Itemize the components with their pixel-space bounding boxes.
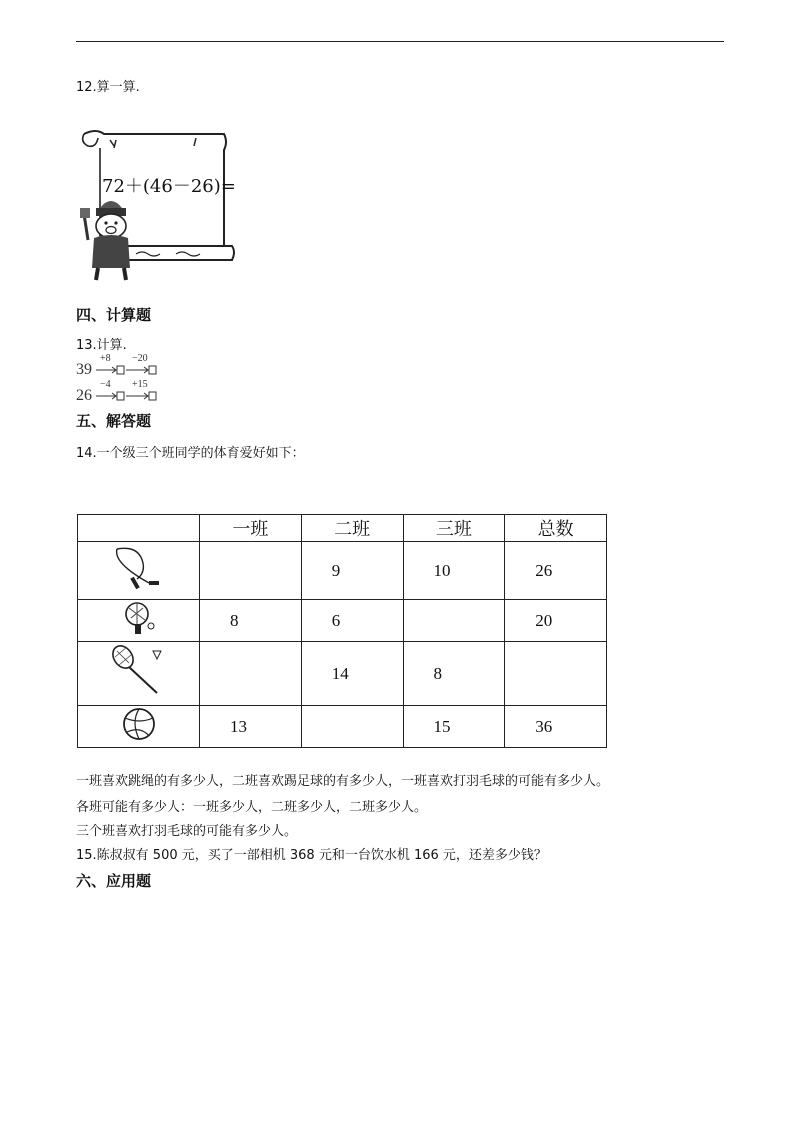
table-cell: 26	[505, 542, 607, 600]
table-cell: 8	[200, 600, 302, 642]
q13-row-1-op2: −20	[132, 353, 148, 364]
section-6-title: 六、应用题	[76, 872, 152, 890]
q14-line-3: 三个班喜欢打羽毛球的可能有多少人。	[76, 824, 298, 839]
q13-row-2-start: 26	[76, 387, 92, 404]
scroll-illustration	[76, 128, 238, 284]
table-cell: 9	[301, 542, 403, 600]
table-header-cell: 三班	[403, 515, 505, 542]
table-row	[78, 600, 607, 642]
section-4-title: 四、计算题	[76, 306, 152, 324]
table-cell	[505, 642, 607, 706]
badminton-racket-icon	[109, 643, 169, 699]
q13-row-2-op2: +15	[132, 379, 148, 390]
sports-table	[77, 514, 607, 748]
table-cell: 10	[403, 542, 505, 600]
q13-row-1-op1: +8	[100, 353, 111, 364]
table-cell: 13	[200, 706, 302, 748]
q13-row-1-arrows-icon	[96, 364, 162, 376]
q13-row-2	[76, 379, 196, 404]
table-cell	[403, 600, 505, 642]
row-icon-cell	[78, 600, 200, 642]
table-row	[78, 706, 607, 748]
jump-rope-icon	[109, 543, 169, 593]
table-cell: 14	[301, 642, 403, 706]
table-cell: 15	[403, 706, 505, 748]
table-header-row	[78, 515, 607, 542]
q12-expression: 72＋(46－26)=	[102, 176, 236, 197]
q15-text: 15.陈叔叔有 500 元，买了一部相机 368 元和一台饮水机 166 元，还差多少钱？	[76, 848, 547, 863]
table-cell	[301, 706, 403, 748]
q13-row-2-arrows-icon	[96, 390, 162, 402]
pig-character-icon	[80, 201, 130, 280]
table-header-cell: 一班	[200, 515, 302, 542]
q14-label: 14.一个级三个班同学的体育爱好如下：	[76, 446, 305, 461]
table-header-cell: 二班	[301, 515, 403, 542]
ping-pong-paddle-icon	[119, 600, 159, 636]
scroll-drawing	[76, 128, 238, 284]
q13-row-1	[76, 353, 196, 378]
section-5-title: 五、解答题	[76, 412, 152, 430]
row-icon-cell	[78, 642, 200, 706]
q13-label: 13.计算.	[76, 338, 127, 353]
q14-line-1: 一班喜欢跳绳的有多少人，二班喜欢踢足球的有多少人，一班喜欢打羽毛球的可能有多少人。	[76, 774, 610, 789]
q13-row-1-start: 39	[76, 361, 92, 378]
table-row	[78, 542, 607, 600]
q12-label: 12.算一算.	[76, 80, 140, 95]
table-cell: 6	[301, 600, 403, 642]
table-cell: 36	[505, 706, 607, 748]
table-cell	[200, 642, 302, 706]
table-row	[78, 642, 607, 706]
q13-row-2-op1: −4	[100, 379, 111, 390]
table-header-cell: 总数	[505, 515, 607, 542]
row-icon-cell	[78, 542, 200, 600]
table-cell: 8	[403, 642, 505, 706]
volleyball-icon	[119, 706, 159, 742]
table-header-cell	[78, 515, 200, 542]
row-icon-cell	[78, 706, 200, 748]
table-cell: 20	[505, 600, 607, 642]
header-rule	[76, 41, 724, 42]
table-cell	[200, 542, 302, 600]
q14-line-2: 各班可能有多少人：一班多少人，二班多少人，二班多少人。	[76, 800, 428, 815]
